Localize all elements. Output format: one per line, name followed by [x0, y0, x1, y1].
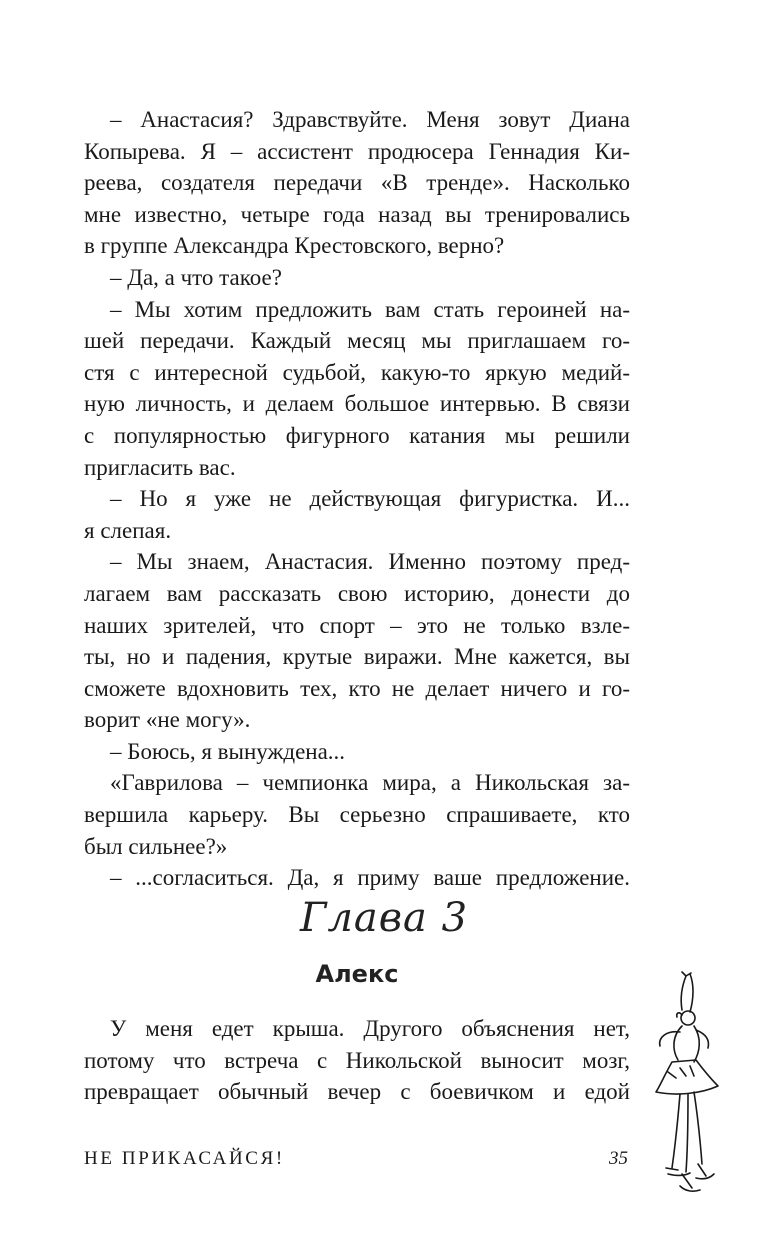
text-line: в группе Александра Крестовского, верно? [84, 233, 505, 259]
text-line: вершила карьеру. Вы серьезно спрашиваете, кто [84, 802, 630, 828]
text-line: стя с интересной судьбой, какую-то яркую медий- [84, 359, 630, 385]
chapter-title: Глава 3 [299, 895, 469, 941]
text-line: – Мы знаем, Анастасия. Именно поэтому пред- [110, 549, 630, 575]
text-line: шей передачи. Каждый месяц мы приглашаем го- [84, 328, 630, 354]
text-line: У меня едет крыша. Другого объяснения нет, [110, 1016, 630, 1041]
text-line: с популярностью фигурного катания мы решили [84, 422, 630, 448]
body-text [84, 104, 630, 894]
text-line: ворит «не могу». [84, 707, 251, 733]
text-line: – Да, а что такое? [110, 264, 282, 290]
text-line: я слепая. [84, 517, 172, 543]
text-line: «Гаврилова – чемпионка мира, а Никольская за- [110, 770, 630, 796]
text-line: – Но я уже не действующая фигуристка. И... [110, 486, 630, 512]
figure-skater-icon [642, 968, 732, 1208]
text-line: сможете вдохновить тех, кто не делает ничего и го- [84, 675, 630, 701]
text-line: ную личность, и делаем большое интервью. В связи [84, 391, 630, 417]
page-number: 35 [609, 1148, 628, 1169]
running-title: НЕ ПРИКАСАЙСЯ! [84, 1148, 285, 1169]
chapter-text [84, 1013, 630, 1108]
text-line: лагаем вам рассказать свою историю, донести до [84, 580, 630, 606]
text-line: мне известно, четыре года назад вы тренировались [84, 201, 630, 227]
text-line: был сильнее?» [84, 833, 228, 859]
text-line: – Боюсь, я вынуждена... [110, 738, 346, 764]
text-line: – Мы хотим предложить вам стать героиней на- [110, 296, 630, 322]
text-line: потому что встреча с Никольской выносит мозг, [84, 1047, 630, 1073]
text-line: превращает обычный вечер с боевичком и едой [84, 1079, 630, 1105]
text-line: Копырева. Я – ассистент продюсера Геннадия Ки- [84, 138, 630, 164]
text-line: ты, но и падения, крутые виражи. Мне кажется, вы [84, 644, 630, 670]
text-line: реева, создателя передачи «В тренде». Насколько [84, 170, 630, 196]
text-line: – ...согласиться. Да, я приму ваше предложение. [110, 865, 630, 891]
text-line: наших зрителей, что спорт – это не только взле- [84, 612, 630, 638]
text-line: – Анастасия? Здравствуйте. Меня зовут Диана [110, 107, 630, 132]
chapter-subtitle: Алекс [315, 960, 399, 988]
text-line: пригласить вас. [84, 454, 236, 480]
